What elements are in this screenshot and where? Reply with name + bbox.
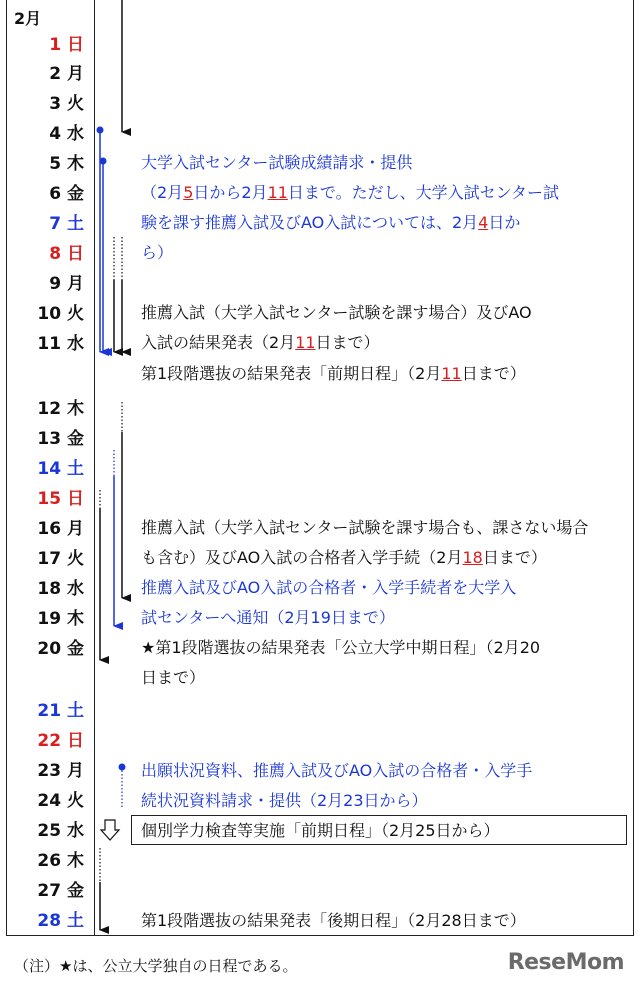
day-weekday: 月 (61, 64, 84, 84)
highlighted-date: 4 (478, 213, 489, 232)
day-weekday: 水 (61, 579, 84, 599)
event-text: 験を課す推薦入試及びAO入試については、2月 (141, 213, 479, 232)
day-number: 7 (49, 214, 62, 234)
day-number: 14 (37, 459, 62, 479)
day-number: 15 (37, 489, 62, 509)
event-text: 日まで） (315, 333, 380, 352)
event-line (141, 359, 526, 389)
event-text: 推薦入試（大学入試センター試験を課す場合も、課さない場合 (141, 518, 589, 537)
day-number: 9 (49, 274, 62, 294)
day-weekday: 木 (61, 851, 84, 871)
resemom-logo: ReseMom (507, 950, 624, 975)
day-weekday: 木 (61, 399, 84, 419)
day-weekday: 金 (61, 429, 84, 449)
event-text: 個別学力検査等実施「前期日程」（2月25日から） (141, 821, 500, 840)
event-line (141, 786, 428, 816)
day-number: 12 (37, 399, 62, 419)
day-weekday: 土 (61, 701, 84, 721)
day-weekday: 月 (61, 519, 84, 539)
day-number: 25 (37, 821, 62, 841)
day-number: 8 (49, 244, 62, 264)
event-line (141, 906, 526, 936)
event-text: 推薦入試（大学入試センター試験を課す場合）及びAO (141, 303, 532, 322)
day-weekday: 月 (61, 761, 84, 781)
day-weekday: 火 (61, 791, 84, 811)
day-weekday: 日 (61, 244, 84, 264)
footnote: （注）★は、公立大学独自の日程である。 (14, 957, 298, 975)
day-weekday: 金 (61, 639, 84, 659)
event-text: 日まで。ただし、大学入試センター試 (287, 183, 559, 202)
day-weekday: 土 (61, 459, 84, 479)
day-number: 18 (37, 579, 62, 599)
event-line (141, 816, 500, 846)
day-weekday: 月 (61, 274, 84, 294)
event-line (141, 208, 520, 238)
day-weekday: 日 (61, 731, 84, 751)
day-number: 16 (37, 519, 62, 539)
event-line (141, 633, 540, 663)
event-line (141, 298, 532, 328)
day-weekday: 木 (61, 609, 84, 629)
event-text: 第1段階選抜の結果発表「後期日程」（2月28日まで） (141, 911, 526, 930)
day-number: 20 (37, 639, 62, 659)
highlighted-date: 11 (267, 183, 288, 202)
event-line (141, 663, 205, 693)
event-text: ら） (141, 243, 174, 262)
event-line (141, 328, 380, 358)
event-text: 出願状況資料、推薦入試及びAO入試の合格者・入学手 (141, 761, 533, 780)
day-weekday: 日 (61, 489, 84, 509)
event-text: 続状況資料請求・提供（2月23日から） (141, 791, 428, 810)
event-line (141, 513, 588, 543)
highlighted-date: 11 (441, 364, 462, 383)
event-line (141, 148, 412, 178)
day-number: 10 (37, 304, 62, 324)
event-text: ★第1段階選抜の結果発表「公立大学中期日程」（2月20 (141, 638, 541, 657)
event-text: 日から2月 (193, 183, 268, 202)
day-number: 19 (37, 609, 62, 629)
day-weekday: 土 (61, 911, 84, 931)
event-line (141, 238, 173, 268)
event-text: （2月 (141, 183, 184, 202)
day-weekday: 金 (61, 184, 84, 204)
day-weekday: 火 (61, 304, 84, 324)
day-number: 17 (37, 549, 62, 569)
day-weekday: 水 (61, 821, 84, 841)
day-weekday: 木 (61, 154, 84, 174)
day-number: 5 (49, 154, 62, 174)
day-weekday: 金 (61, 881, 84, 901)
event-text: 推薦入試及びAO入試の合格者・入学手続者を大学入 (141, 578, 517, 597)
event-line (141, 178, 559, 208)
day-number: 28 (37, 911, 62, 931)
highlighted-date: 11 (295, 333, 316, 352)
event-line (141, 543, 547, 573)
day-number: 22 (37, 731, 62, 751)
event-text: 日まで） (141, 668, 206, 687)
day-weekday: 土 (61, 214, 84, 234)
day-number: 13 (37, 429, 62, 449)
event-line (141, 573, 516, 603)
highlighted-date: 5 (183, 183, 194, 202)
day-number: 6 (49, 184, 62, 204)
day-weekday: 日 (61, 35, 84, 55)
event-text: 日まで） (461, 364, 526, 383)
day-number: 27 (37, 881, 62, 901)
event-text: 試センターへ通知（2月19日まで） (141, 608, 395, 627)
event-line (141, 603, 395, 633)
highlighted-date: 18 (462, 548, 483, 567)
event-text: 日まで） (482, 548, 547, 567)
day-number: 1 (49, 35, 62, 55)
day-number: 23 (37, 761, 62, 781)
month-label: 2月 (14, 9, 42, 28)
day-number: 21 (37, 701, 62, 721)
event-line (141, 756, 532, 786)
event-text: 大学入試センター試験成績請求・提供 (141, 153, 413, 172)
day-number: 4 (49, 124, 62, 144)
event-text: 第1段階選抜の結果発表「前期日程」（2月 (141, 364, 442, 383)
day-number: 3 (49, 94, 62, 114)
day-number: 2 (49, 64, 62, 84)
day-weekday: 火 (61, 94, 84, 114)
day-number: 11 (37, 334, 62, 354)
day-weekday: 水 (61, 124, 84, 144)
day-weekday: 水 (61, 334, 84, 354)
event-text: も含む）及びAO入試の合格者入学手続（2月 (141, 548, 463, 567)
day-number: 26 (37, 851, 62, 871)
event-text: 日か (488, 213, 521, 232)
hollow-arrow (101, 820, 119, 840)
event-text: 入試の結果発表（2月 (141, 333, 296, 352)
day-weekday: 火 (61, 549, 84, 569)
day-number: 24 (37, 791, 62, 811)
